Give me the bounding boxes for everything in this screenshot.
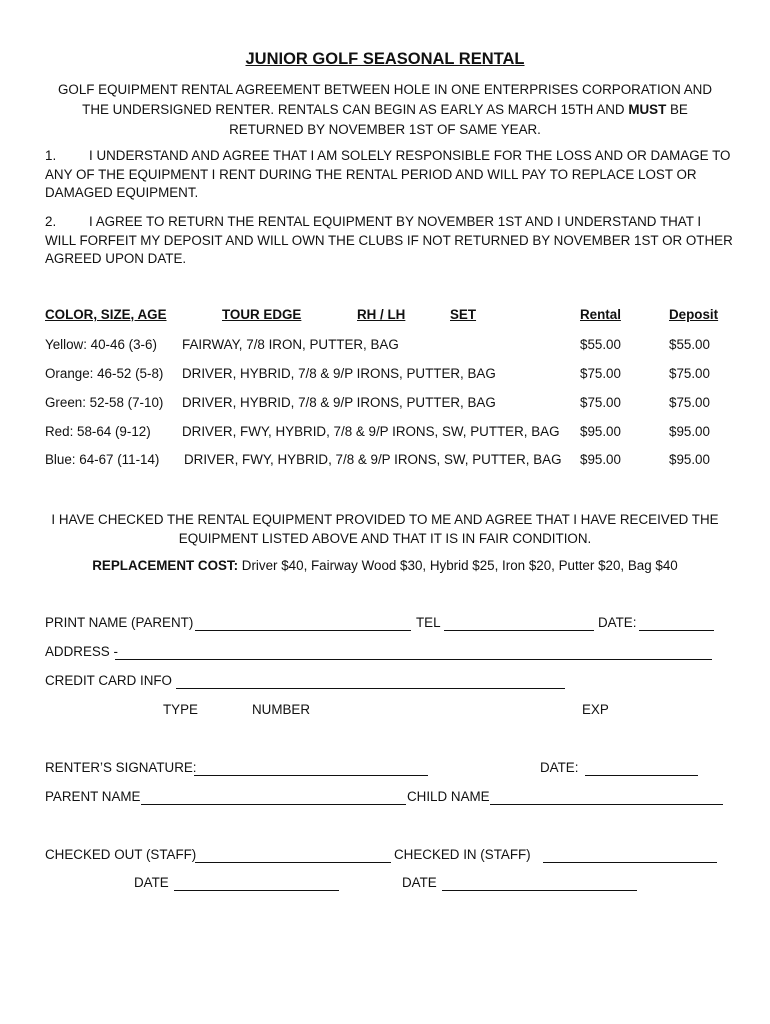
checkin-date-label: DATE [402,875,437,890]
row-set: DRIVER, FWY, HYBRID, 7/8 & 9/P IRONS, SW, PUTTER, BAG [182,424,560,439]
renter-signature-label: RENTER’S SIGNATURE: [45,760,197,775]
clause-2-text: I AGREE TO RETURN THE RENTAL EQUIPMENT BY NOVEMBER 1ST AND I UNDERSTAND THAT I WILL FORFEIT MY DEPOSIT AND WILL OWN THE CLUBS IF NOT RETURNED BY NOVEMBER 1ST OR OTHER AGREED UPON DATE. [45,214,733,266]
checked-in-label: CHECKED IN (STAFF) [394,847,531,862]
renter-signature-field[interactable] [194,762,428,776]
row-set: FAIRWAY, 7/8 IRON, PUTTER, BAG [182,337,399,352]
row-color: Green: 52-58 (7-10) [45,395,164,410]
row-deposit: $75.00 [669,395,710,410]
signature-date-label: DATE: [540,760,579,775]
row-color: Yellow: 40-46 (3-6) [45,337,157,352]
checked-out-field[interactable] [195,849,391,863]
row-rental: $55.00 [580,337,621,352]
row-deposit: $75.00 [669,366,710,381]
clause-2-number: 2. [45,214,57,229]
address-label: ADDRESS - [45,644,118,659]
intro-text-a: GOLF EQUIPMENT RENTAL AGREEMENT BETWEEN HOLE IN ONE ENTERPRISES CORPORATION AND THE UNDERSIGNED RENTER. RENTALS CAN BEGIN AS EARLY AS MARCH 15TH AND [57,82,712,117]
intro-paragraph [45,80,725,140]
row-deposit: $95.00 [669,452,710,467]
header-tour-edge: TOUR EDGE [222,307,302,322]
child-name-label: CHILD NAME [407,789,490,804]
row-rental: $95.00 [580,424,621,439]
replacement-cost-label: REPLACEMENT COST: [92,558,239,573]
credit-card-field[interactable] [176,675,565,689]
row-rental: $95.00 [580,452,621,467]
checkout-date-field[interactable] [174,877,339,891]
tel-field[interactable] [444,617,594,631]
clause-2 [45,213,735,269]
row-set: DRIVER, FWY, HYBRID, 7/8 & 9/P IRONS, SW, PUTTER, BAG [184,452,562,467]
checkin-date-field[interactable] [442,877,637,891]
header-color-size-age: COLOR, SIZE, AGE [45,307,167,322]
checked-out-label: CHECKED OUT (STAFF) [45,847,197,862]
parent-name-label: PARENT NAME [45,789,141,804]
intro-text-b: BE RETURNED BY NOVEMBER 1ST OF SAME YEAR. [229,102,688,137]
row-set: DRIVER, HYBRID, 7/8 & 9/P IRONS, PUTTER, BAG [182,366,496,381]
print-name-label: PRINT NAME (PARENT) [45,615,194,630]
row-color: Red: 58-64 (9-12) [45,424,151,439]
checkout-date-label: DATE [134,875,169,890]
card-number-label: NUMBER [252,702,311,717]
row-rental: $75.00 [580,395,621,410]
row-deposit: $55.00 [669,337,710,352]
parent-name-field[interactable] [141,791,406,805]
row-rental: $75.00 [580,366,621,381]
date-field[interactable] [639,617,714,631]
tel-label: TEL [416,615,441,630]
date-label: DATE: [598,615,637,630]
intro-must: MUST [628,102,667,117]
document-title: JUNIOR GOLF SEASONAL RENTAL [245,50,525,68]
clause-1-text: I UNDERSTAND AND AGREE THAT I AM SOLELY RESPONSIBLE FOR THE LOSS AND OR DAMAGE TO ANY OF THE EQUIPMENT I RENT DURING THE RENTAL PERIOD AND WILL PAY TO REPLACE LOST OR DAMAGED EQUIPMENT. [45,148,731,200]
row-color: Blue: 64-67 (11-14) [45,452,160,467]
header-rh-lh: RH / LH [357,307,406,322]
clause-1 [45,147,735,203]
header-rental: Rental [580,307,621,322]
clause-1-number: 1. [45,148,57,163]
address-field[interactable] [115,646,712,660]
print-name-field[interactable] [195,617,411,631]
child-name-field[interactable] [490,791,723,805]
row-color: Orange: 46-52 (5-8) [45,366,164,381]
row-deposit: $95.00 [669,424,710,439]
row-set: DRIVER, HYBRID, 7/8 & 9/P IRONS, PUTTER, BAG [182,395,496,410]
replacement-cost [0,558,770,573]
replacement-cost-text: Driver $40, Fairway Wood $30, Hybrid $25, Iron $20, Putter $20, Bag $40 [238,558,678,573]
card-exp-label: EXP [582,702,609,717]
confirmation-statement: I HAVE CHECKED THE RENTAL EQUIPMENT PROVIDED TO ME AND AGREE THAT I HAVE RECEIVED THE EQUIPMENT LISTED ABOVE AND THAT IT IS IN FAIR CONDITION. [51,512,719,546]
signature-date-field[interactable] [585,762,698,776]
checked-in-field[interactable] [543,849,717,863]
card-type-label: TYPE [163,702,198,717]
header-deposit: Deposit [669,307,719,322]
credit-card-label: CREDIT CARD INFO [45,673,172,688]
header-set: SET [450,307,477,322]
